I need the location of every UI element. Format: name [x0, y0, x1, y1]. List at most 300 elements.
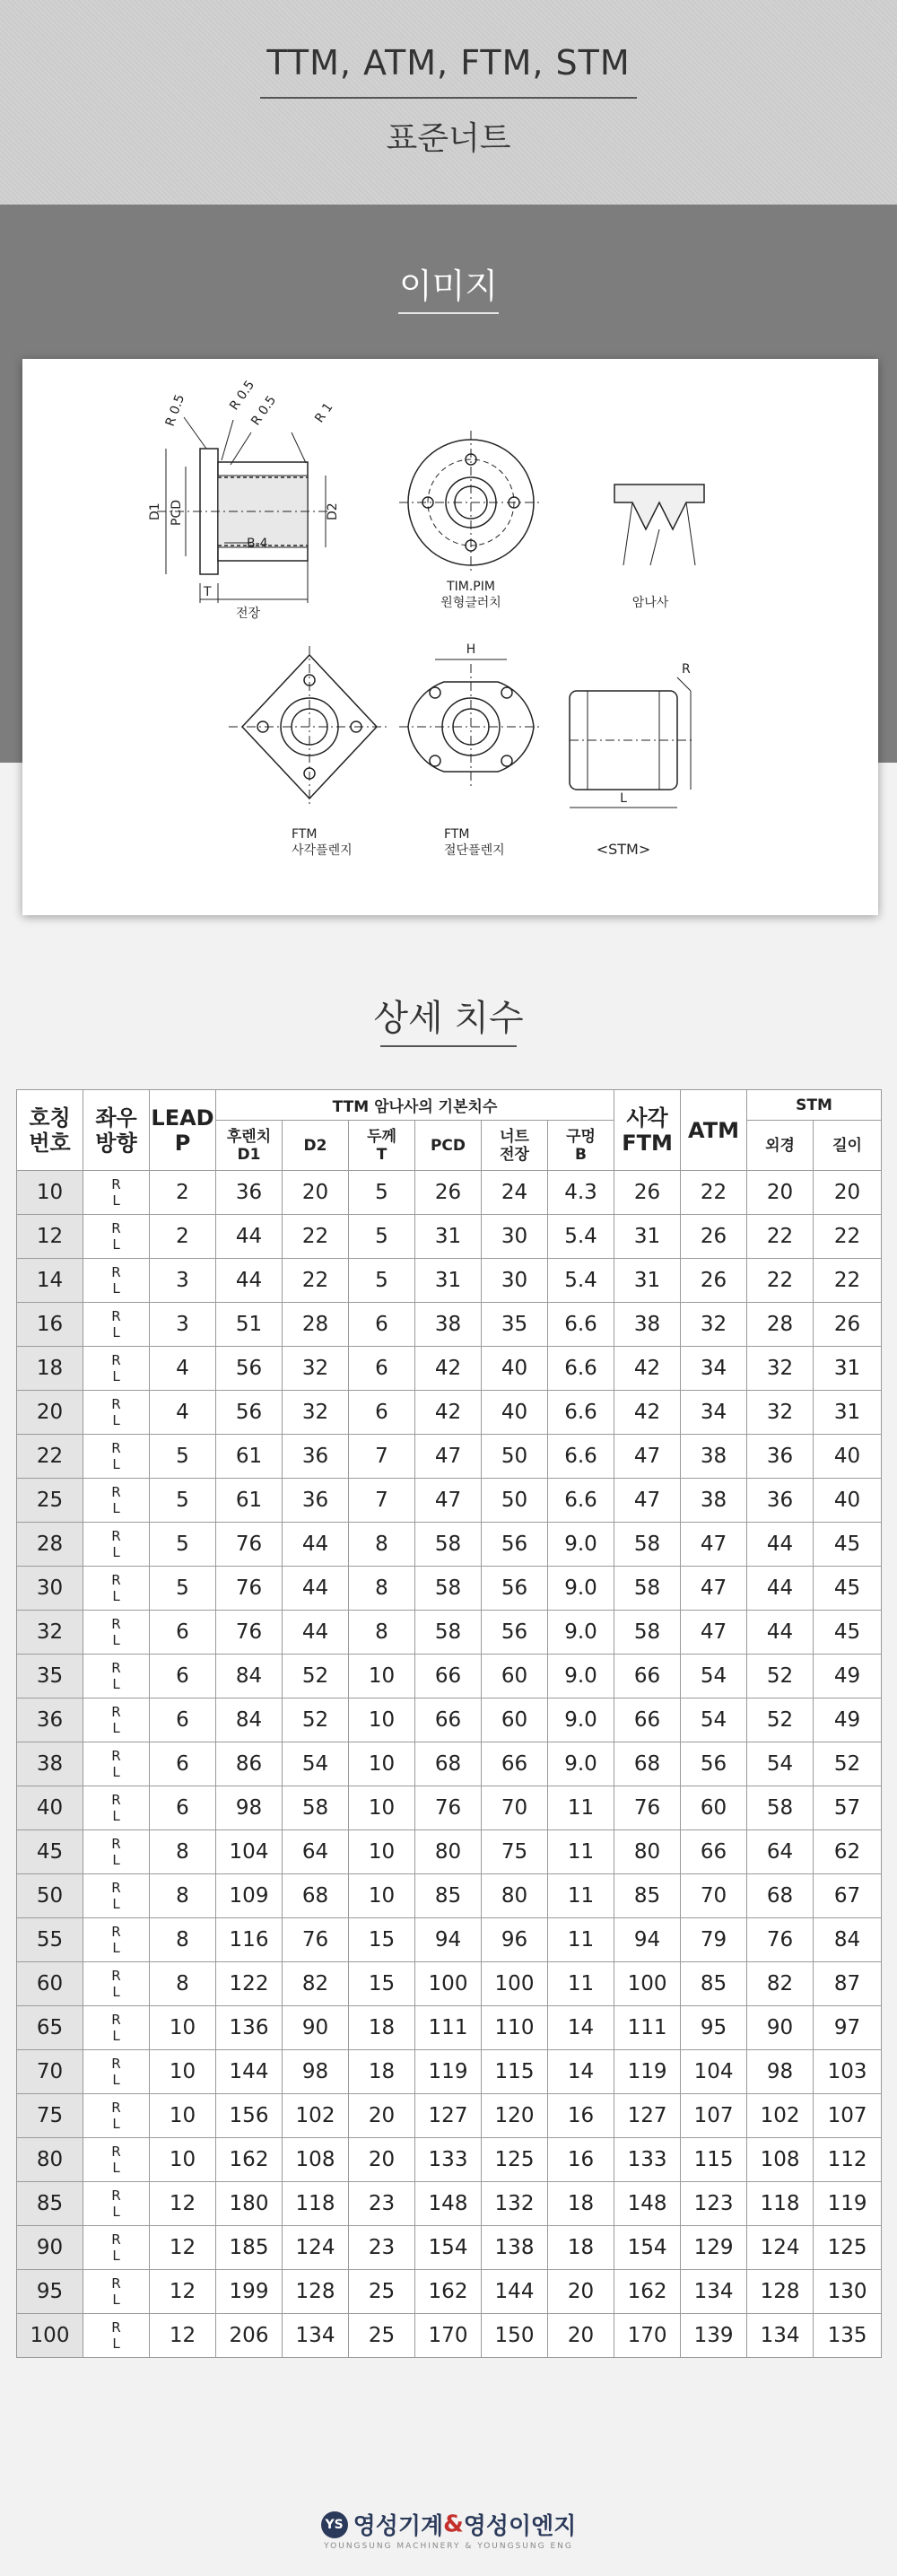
cell-nut-length: 60 [482, 1655, 548, 1698]
header-size [17, 1090, 83, 1171]
page-title: TTM, ATM, FTM, STM [266, 43, 631, 83]
cell-atm: 47 [681, 1611, 747, 1655]
cell-d2: 68 [283, 1874, 349, 1918]
drawing-canvas [22, 359, 878, 915]
cell-pcd: 31 [415, 1215, 482, 1259]
cell-direction: R L [83, 1874, 150, 1918]
cell-thickness: 7 [349, 1479, 415, 1523]
header-stm-length: 길이 [814, 1121, 882, 1171]
cell-d1: 144 [216, 2050, 283, 2094]
company-name-b: 영성이엔지 [463, 2513, 577, 2540]
header-d2: D2 [283, 1121, 349, 1171]
cell-size: 60 [17, 1962, 83, 2006]
cell-nut-length: 125 [482, 2138, 548, 2182]
cell-thickness: 18 [349, 2050, 415, 2094]
cell-stm-length: 26 [814, 1303, 882, 1347]
cell-size: 38 [17, 1742, 83, 1786]
cell-stm-outer: 54 [747, 1742, 814, 1786]
cell-stm-length: 125 [814, 2226, 882, 2270]
cell-square-ftm: 85 [614, 1874, 681, 1918]
cell-square-ftm: 66 [614, 1698, 681, 1742]
cell-size: 40 [17, 1786, 83, 1830]
cell-stm-outer: 68 [747, 1874, 814, 1918]
cell-pcd: 111 [415, 2006, 482, 2050]
label-r: R [682, 662, 691, 677]
cell-nut-length: 132 [482, 2182, 548, 2226]
cell-pcd: 148 [415, 2182, 482, 2226]
cell-atm: 22 [681, 1171, 747, 1215]
cell-thickness: 23 [349, 2226, 415, 2270]
detail-heading-divider [380, 1045, 517, 1047]
cell-thickness: 10 [349, 1874, 415, 1918]
cell-size: 14 [17, 1259, 83, 1303]
cell-hole: 9.0 [548, 1742, 614, 1786]
cell-direction: R L [83, 1918, 150, 1962]
cell-square-ftm: 119 [614, 2050, 681, 2094]
cell-size: 12 [17, 1215, 83, 1259]
cell-atm: 54 [681, 1698, 747, 1742]
cell-atm: 34 [681, 1347, 747, 1391]
cell-hole: 16 [548, 2094, 614, 2138]
cell-atm: 60 [681, 1786, 747, 1830]
cell-lead: 8 [150, 1874, 216, 1918]
cell-nut-length: 30 [482, 1259, 548, 1303]
cell-direction: R L [83, 1215, 150, 1259]
header-t-text: 두께 T [367, 1127, 396, 1164]
cell-square-ftm: 58 [614, 1611, 681, 1655]
stm-view [570, 662, 695, 858]
cell-direction: R L [83, 1611, 150, 1655]
cell-atm: 79 [681, 1918, 747, 1962]
cell-hole: 11 [548, 1830, 614, 1874]
cell-square-ftm: 148 [614, 2182, 681, 2226]
cell-hole: 16 [548, 2138, 614, 2182]
label-h: H [466, 642, 476, 657]
cell-nut-length: 50 [482, 1435, 548, 1479]
cell-stm-outer: 36 [747, 1479, 814, 1523]
cell-d2: 90 [283, 2006, 349, 2050]
cell-d1: 86 [216, 1742, 283, 1786]
cell-direction: R L [83, 2314, 150, 2358]
cell-thickness: 5 [349, 1215, 415, 1259]
cell-hole: 11 [548, 1918, 614, 1962]
cell-direction: R L [83, 1962, 150, 2006]
cell-lead: 12 [150, 2270, 216, 2314]
cell-hole: 9.0 [548, 1523, 614, 1567]
cell-square-ftm: 68 [614, 1742, 681, 1786]
cell-direction: R L [83, 2006, 150, 2050]
cell-nut-length: 138 [482, 2226, 548, 2270]
cell-d1: 98 [216, 1786, 283, 1830]
cell-d1: 136 [216, 2006, 283, 2050]
cell-size: 16 [17, 1303, 83, 1347]
cell-d1: 76 [216, 1567, 283, 1611]
cell-pcd: 66 [415, 1655, 482, 1698]
cell-square-ftm: 26 [614, 1171, 681, 1215]
cell-stm-outer: 32 [747, 1391, 814, 1435]
cell-lead: 4 [150, 1347, 216, 1391]
cell-stm-length: 22 [814, 1259, 882, 1303]
cell-direction: R L [83, 1435, 150, 1479]
cell-stm-length: 45 [814, 1567, 882, 1611]
cell-thickness: 20 [349, 2138, 415, 2182]
cell-square-ftm: 42 [614, 1391, 681, 1435]
cell-hole: 5.4 [548, 1215, 614, 1259]
cell-nut-length: 35 [482, 1303, 548, 1347]
label-r1: R 1 [312, 400, 336, 426]
cell-square-ftm: 31 [614, 1259, 681, 1303]
cell-d1: 61 [216, 1479, 283, 1523]
cell-stm-outer: 134 [747, 2314, 814, 2358]
cell-atm: 26 [681, 1215, 747, 1259]
cell-stm-outer: 64 [747, 1830, 814, 1874]
table-row [17, 1479, 882, 1523]
table-row [17, 1391, 882, 1435]
cell-direction: R L [83, 1786, 150, 1830]
detail-section-heading: 상세 치수 [373, 998, 524, 1039]
cell-thickness: 15 [349, 1918, 415, 1962]
cell-direction: R L [83, 1347, 150, 1391]
cell-thickness: 5 [349, 1171, 415, 1215]
cell-size: 28 [17, 1523, 83, 1567]
table-row [17, 1874, 882, 1918]
cell-d2: 58 [283, 1786, 349, 1830]
table-row [17, 2094, 882, 2138]
cell-pcd: 76 [415, 1786, 482, 1830]
cell-stm-length: 45 [814, 1523, 882, 1567]
cell-stm-length: 119 [814, 2182, 882, 2226]
cell-thickness: 18 [349, 2006, 415, 2050]
cell-hole: 14 [548, 2006, 614, 2050]
table-row [17, 1655, 882, 1698]
cell-square-ftm: 76 [614, 1786, 681, 1830]
cell-square-ftm: 47 [614, 1479, 681, 1523]
cell-pcd: 58 [415, 1523, 482, 1567]
cell-stm-outer: 44 [747, 1523, 814, 1567]
cell-stm-outer: 44 [747, 1567, 814, 1611]
table-row [17, 1698, 882, 1742]
cell-direction: R L [83, 2270, 150, 2314]
cell-hole: 9.0 [548, 1567, 614, 1611]
header-lead-text: LEAD P [151, 1105, 214, 1156]
cell-d2: 44 [283, 1567, 349, 1611]
cell-d2: 102 [283, 2094, 349, 2138]
header-direction-text: 좌우 방향 [95, 1105, 137, 1156]
cell-pcd: 133 [415, 2138, 482, 2182]
cell-stm-length: 57 [814, 1786, 882, 1830]
table-row [17, 2182, 882, 2226]
cell-atm: 107 [681, 2094, 747, 2138]
cell-atm: 26 [681, 1259, 747, 1303]
cell-stm-length: 49 [814, 1698, 882, 1742]
company-logo-icon: YS [321, 2511, 348, 2538]
cell-lead: 10 [150, 2050, 216, 2094]
table-row [17, 1347, 882, 1391]
cell-d2: 54 [283, 1742, 349, 1786]
cell-d1: 109 [216, 1874, 283, 1918]
cell-nut-length: 40 [482, 1391, 548, 1435]
cell-stm-length: 40 [814, 1479, 882, 1523]
cell-size: 32 [17, 1611, 83, 1655]
cell-stm-outer: 102 [747, 2094, 814, 2138]
cell-atm: 115 [681, 2138, 747, 2182]
table-row [17, 2006, 882, 2050]
cell-pcd: 47 [415, 1479, 482, 1523]
cell-d2: 124 [283, 2226, 349, 2270]
cell-lead: 8 [150, 1918, 216, 1962]
table-row [17, 2270, 882, 2314]
cell-hole: 6.6 [548, 1479, 614, 1523]
cell-d1: 104 [216, 1830, 283, 1874]
label-b4: B-4 [247, 537, 268, 551]
cell-direction: R L [83, 1171, 150, 1215]
cell-lead: 10 [150, 2138, 216, 2182]
cell-d2: 108 [283, 2138, 349, 2182]
cell-thickness: 20 [349, 2094, 415, 2138]
cell-thickness: 15 [349, 1962, 415, 2006]
cell-thickness: 6 [349, 1391, 415, 1435]
cell-square-ftm: 100 [614, 1962, 681, 2006]
label-d1: D1 [148, 502, 162, 520]
cell-thickness: 8 [349, 1611, 415, 1655]
cell-stm-length: 22 [814, 1215, 882, 1259]
cell-size: 18 [17, 1347, 83, 1391]
table-row [17, 1918, 882, 1962]
cell-stm-length: 40 [814, 1435, 882, 1479]
page-subtitle: 표준너트 [386, 120, 511, 157]
cell-lead: 10 [150, 2094, 216, 2138]
cell-stm-outer: 128 [747, 2270, 814, 2314]
cell-d1: 122 [216, 1962, 283, 2006]
cell-atm: 32 [681, 1303, 747, 1347]
table-row [17, 1567, 882, 1611]
label-l: L [620, 791, 627, 806]
header-square-ftm-text: 사각 FTM [622, 1105, 673, 1156]
cell-nut-length: 30 [482, 1215, 548, 1259]
table-row [17, 1435, 882, 1479]
header-atm: ATM [681, 1090, 747, 1171]
cell-pcd: 58 [415, 1567, 482, 1611]
cell-d2: 128 [283, 2270, 349, 2314]
cell-d1: 61 [216, 1435, 283, 1479]
cell-size: 95 [17, 2270, 83, 2314]
cell-thickness: 25 [349, 2314, 415, 2358]
cell-d2: 52 [283, 1655, 349, 1698]
cell-size: 90 [17, 2226, 83, 2270]
cell-atm: 104 [681, 2050, 747, 2094]
cell-stm-length: 67 [814, 1874, 882, 1918]
female-thread-detail [614, 485, 704, 610]
cell-thickness: 6 [349, 1303, 415, 1347]
cell-square-ftm: 31 [614, 1215, 681, 1259]
cell-pcd: 162 [415, 2270, 482, 2314]
cell-square-ftm: 58 [614, 1567, 681, 1611]
cell-nut-length: 75 [482, 1830, 548, 1874]
cell-stm-length: 97 [814, 2006, 882, 2050]
table-row [17, 1786, 882, 1830]
label-pcd: PCD [170, 500, 184, 526]
cell-size: 30 [17, 1567, 83, 1611]
cell-atm: 95 [681, 2006, 747, 2050]
cell-lead: 5 [150, 1523, 216, 1567]
cell-direction: R L [83, 1259, 150, 1303]
cell-lead: 6 [150, 1786, 216, 1830]
cell-pcd: 68 [415, 1742, 482, 1786]
cell-pcd: 154 [415, 2226, 482, 2270]
label-r05-a: R 0.5 [162, 392, 188, 429]
table-row [17, 1611, 882, 1655]
cell-hole: 9.0 [548, 1611, 614, 1655]
cell-stm-outer: 22 [747, 1215, 814, 1259]
cell-direction: R L [83, 2094, 150, 2138]
header-nut-length-text: 너트 전장 [500, 1127, 529, 1164]
cell-d1: 44 [216, 1215, 283, 1259]
cell-size: 100 [17, 2314, 83, 2358]
cell-square-ftm: 111 [614, 2006, 681, 2050]
cell-d1: 180 [216, 2182, 283, 2226]
cell-direction: R L [83, 1303, 150, 1347]
cell-size: 35 [17, 1655, 83, 1698]
cell-stm-outer: 52 [747, 1655, 814, 1698]
cell-d2: 134 [283, 2314, 349, 2358]
cell-thickness: 10 [349, 1786, 415, 1830]
cell-thickness: 23 [349, 2182, 415, 2226]
cell-d2: 32 [283, 1347, 349, 1391]
cell-pcd: 94 [415, 1918, 482, 1962]
cell-size: 80 [17, 2138, 83, 2182]
table-row [17, 1830, 882, 1874]
cell-nut-length: 144 [482, 2270, 548, 2314]
cell-d2: 76 [283, 1918, 349, 1962]
cell-lead: 10 [150, 2006, 216, 2050]
cell-hole: 9.0 [548, 1698, 614, 1742]
ftm-square-flange-view [229, 646, 390, 858]
cell-size: 50 [17, 1874, 83, 1918]
cell-stm-outer: 90 [747, 2006, 814, 2050]
cell-thickness: 7 [349, 1435, 415, 1479]
header-size-text: 호칭 번호 [29, 1105, 71, 1156]
header-stm-outer: 외경 [747, 1121, 814, 1171]
cell-d2: 22 [283, 1259, 349, 1303]
cell-square-ftm: 42 [614, 1347, 681, 1391]
cell-size: 22 [17, 1435, 83, 1479]
cell-hole: 6.6 [548, 1347, 614, 1391]
cell-stm-length: 135 [814, 2314, 882, 2358]
cell-square-ftm: 47 [614, 1435, 681, 1479]
cell-lead: 5 [150, 1435, 216, 1479]
cell-d2: 44 [283, 1523, 349, 1567]
dimension-table [16, 1089, 882, 2358]
cell-lead: 12 [150, 2226, 216, 2270]
company-ampersand: & [443, 2511, 464, 2538]
cell-pcd: 42 [415, 1347, 482, 1391]
title-divider [260, 97, 637, 99]
cell-hole: 6.6 [548, 1391, 614, 1435]
cell-hole: 6.6 [548, 1435, 614, 1479]
cell-stm-outer: 82 [747, 1962, 814, 2006]
cell-square-ftm: 66 [614, 1655, 681, 1698]
cell-d1: 56 [216, 1391, 283, 1435]
cell-d2: 32 [283, 1391, 349, 1435]
cell-pcd: 31 [415, 1259, 482, 1303]
cell-stm-outer: 32 [747, 1347, 814, 1391]
cell-d2: 20 [283, 1171, 349, 1215]
header-band [0, 0, 897, 205]
cell-hole: 5.4 [548, 1259, 614, 1303]
cell-atm: 47 [681, 1567, 747, 1611]
cell-hole: 4.3 [548, 1171, 614, 1215]
cell-nut-length: 110 [482, 2006, 548, 2050]
cell-d2: 64 [283, 1830, 349, 1874]
cell-atm: 47 [681, 1523, 747, 1567]
cell-lead: 12 [150, 2182, 216, 2226]
cell-atm: 56 [681, 1742, 747, 1786]
cell-stm-outer: 36 [747, 1435, 814, 1479]
technical-drawing [22, 359, 878, 915]
cell-lead: 3 [150, 1259, 216, 1303]
cell-atm: 38 [681, 1435, 747, 1479]
cell-nut-length: 56 [482, 1523, 548, 1567]
cell-lead: 2 [150, 1171, 216, 1215]
cell-d2: 118 [283, 2182, 349, 2226]
cell-stm-length: 52 [814, 1742, 882, 1786]
cell-pcd: 38 [415, 1303, 482, 1347]
table-row [17, 1303, 882, 1347]
cell-nut-length: 60 [482, 1698, 548, 1742]
cell-direction: R L [83, 2138, 150, 2182]
cell-size: 36 [17, 1698, 83, 1742]
cell-pcd: 85 [415, 1874, 482, 1918]
cell-lead: 5 [150, 1479, 216, 1523]
cell-d2: 82 [283, 1962, 349, 2006]
header-lead [150, 1090, 216, 1171]
tim-pim-front-view [399, 431, 543, 610]
cell-size: 75 [17, 2094, 83, 2138]
cell-thickness: 6 [349, 1347, 415, 1391]
header-pcd: PCD [415, 1121, 482, 1171]
cell-d1: 44 [216, 1259, 283, 1303]
cell-d1: 84 [216, 1698, 283, 1742]
cell-hole: 11 [548, 1786, 614, 1830]
label-cut-flange: 절단플렌지 [444, 843, 505, 858]
header-nut-length [482, 1121, 548, 1171]
cell-square-ftm: 127 [614, 2094, 681, 2138]
cell-nut-length: 56 [482, 1611, 548, 1655]
label-length: 전장 [236, 607, 261, 621]
header-stm-group: STM [747, 1090, 882, 1121]
cell-stm-outer: 118 [747, 2182, 814, 2226]
cell-atm: 85 [681, 1962, 747, 2006]
cell-atm: 139 [681, 2314, 747, 2358]
cell-atm: 129 [681, 2226, 747, 2270]
header-direction [83, 1090, 150, 1171]
table-row [17, 2314, 882, 2358]
company-tagline: YOUNGSUNG MACHINERY & YOUNGSUNG ENG [324, 2542, 573, 2551]
cell-thickness: 10 [349, 1830, 415, 1874]
cell-thickness: 8 [349, 1523, 415, 1567]
label-t: T [204, 585, 212, 599]
cell-square-ftm: 94 [614, 1918, 681, 1962]
header-ttm-group: TTM 암나사의 기본치수 [216, 1090, 614, 1121]
cell-d1: 76 [216, 1523, 283, 1567]
cell-thickness: 10 [349, 1698, 415, 1742]
cell-hole: 14 [548, 2050, 614, 2094]
cell-lead: 4 [150, 1391, 216, 1435]
cell-size: 85 [17, 2182, 83, 2226]
cell-nut-length: 150 [482, 2314, 548, 2358]
cell-stm-outer: 98 [747, 2050, 814, 2094]
ftm-cut-flange-view [399, 642, 543, 858]
